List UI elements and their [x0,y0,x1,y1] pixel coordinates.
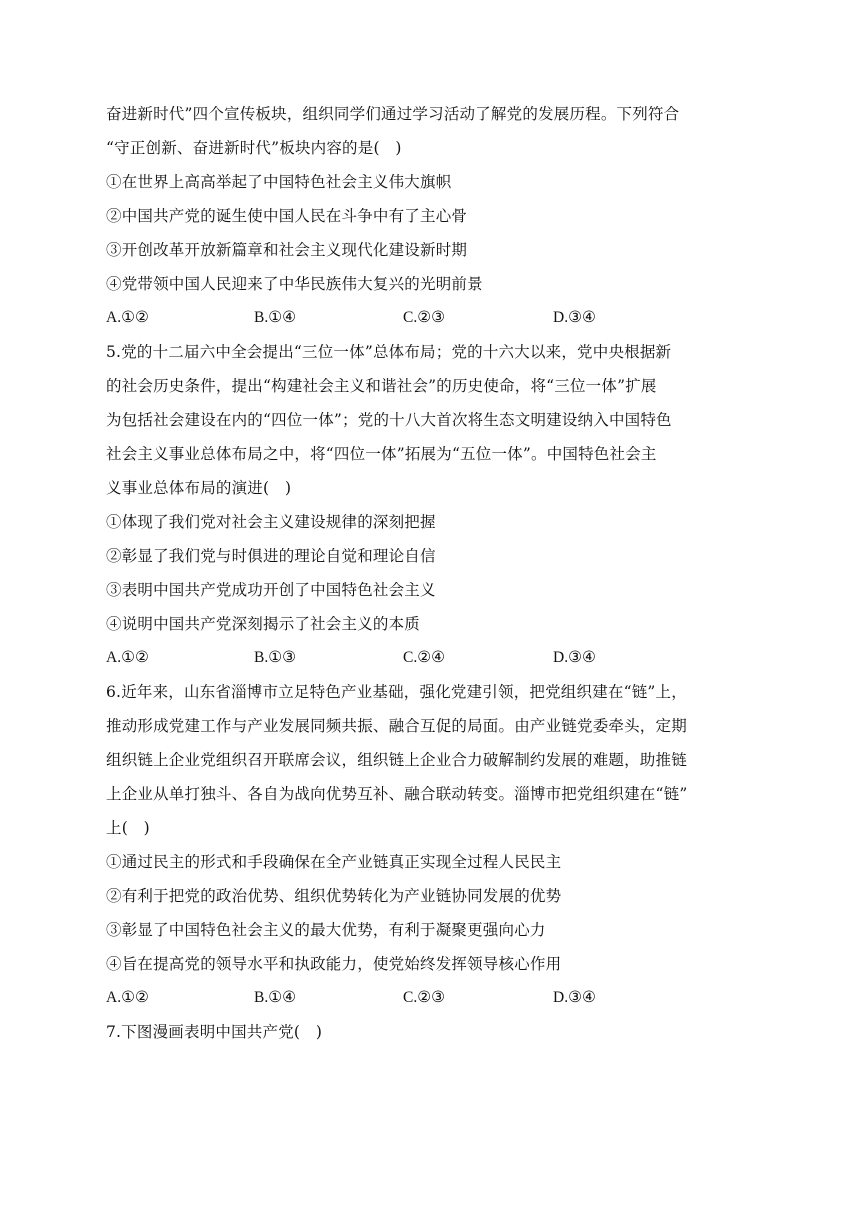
q6-line-4: 上企业从单打独斗、各自为战向优势互补、融合联动转变。淄博市把党组织建在“链” [106,785,688,803]
q4-option-d: D.③④ [553,309,596,326]
q5-statement-1: ①体现了我们党对社会主义建设规律的深刻把握 [106,513,436,531]
q4-line-1: 奋进新时代”四个宣传板块，组织同学们通过学习活动了解党的发展历程。下列符合 [106,105,680,123]
q6-option-c: C.②③ [403,989,446,1006]
q6-option-a: A.①② [106,989,149,1006]
q4-statement-3: ③开创改革开放新篇章和社会主义现代化建设新时期 [106,241,468,259]
q5-statement-3: ③表明中国共产党成功开创了中国特色社会主义 [106,581,436,599]
q5-options [106,648,766,668]
q6-line-1: 6.近年来，山东省淄博市立足特色产业基础，强化党建引领，把党组织建在“链”上， [106,683,687,701]
q5-line-1: 5.党的十二届六中全会提出“三位一体”总体布局；党的十六大以来，党中央根据新 [106,343,672,361]
q5-line-2: 的社会历史条件，提出“构建社会主义和谐社会”的历史使命，将“三位一体”扩展 [106,377,657,395]
q5-line-3: 为包括社会建设在内的“四位一体”；党的十八大首次将生态文明建设纳入中国特色 [106,411,672,429]
q6-option-b: B.①④ [254,989,297,1006]
q6-option-d: D.③④ [553,989,596,1006]
q5-option-a: A.①② [106,649,149,666]
q5-option-c: C.②④ [403,649,446,666]
q5-line-4: 社会主义事业总体布局之中，将“四位一体”拓展为“五位一体”。中国特色社会主 [106,445,657,463]
q4-options [106,308,766,328]
q4-option-a: A.①② [106,309,149,326]
q6-statement-2: ②有利于把党的政治优势、组织优势转化为产业链协同发展的优势 [106,887,562,905]
q4-statement-4: ④党带领中国人民迎来了中华民族伟大复兴的光明前景 [106,275,483,293]
q6-line-3: 组织链上企业党组织召开联席会议，组织链上企业合力破解制约发展的难题，助推链 [106,751,687,769]
q6-line-2: 推动形成党建工作与产业发展同频共振、融合互促的局面。由产业链党委牵头，定期 [106,717,687,735]
q7-line-1: 7.下图漫画表明中国共产党( ) [106,1023,323,1041]
q5-line-5: 义事业总体布局的演进( ) [106,479,292,497]
q4-line-2: “守正创新、奋进新时代”板块内容的是( ) [106,139,402,157]
q5-statement-4: ④说明中国共产党深刻揭示了社会主义的本质 [106,615,421,633]
q4-statement-2: ②中国共产党的诞生使中国人民在斗争中有了主心骨 [106,207,468,225]
q4-statement-1: ①在世界上高高举起了中国特色社会主义伟大旗帜 [106,173,452,191]
q6-options [106,988,766,1008]
q6-statement-4: ④旨在提高党的领导水平和执政能力，使党始终发挥领导核心作用 [106,955,562,973]
q6-statement-3: ③彰显了中国特色社会主义的最大优势，有利于凝聚更强向心力 [106,921,546,939]
q4-option-c: C.②③ [403,309,446,326]
q6-statement-1: ①通过民主的形式和手段确保在全产业链真正实现全过程人民民主 [106,853,562,871]
q4-option-b: B.①④ [254,309,297,326]
q6-line-5: 上( ) [106,819,150,837]
q5-statement-2: ②彰显了我们党与时俱进的理论自觉和理论自信 [106,547,436,565]
q5-option-d: D.③④ [553,649,596,666]
q5-option-b: B.①③ [254,649,297,666]
